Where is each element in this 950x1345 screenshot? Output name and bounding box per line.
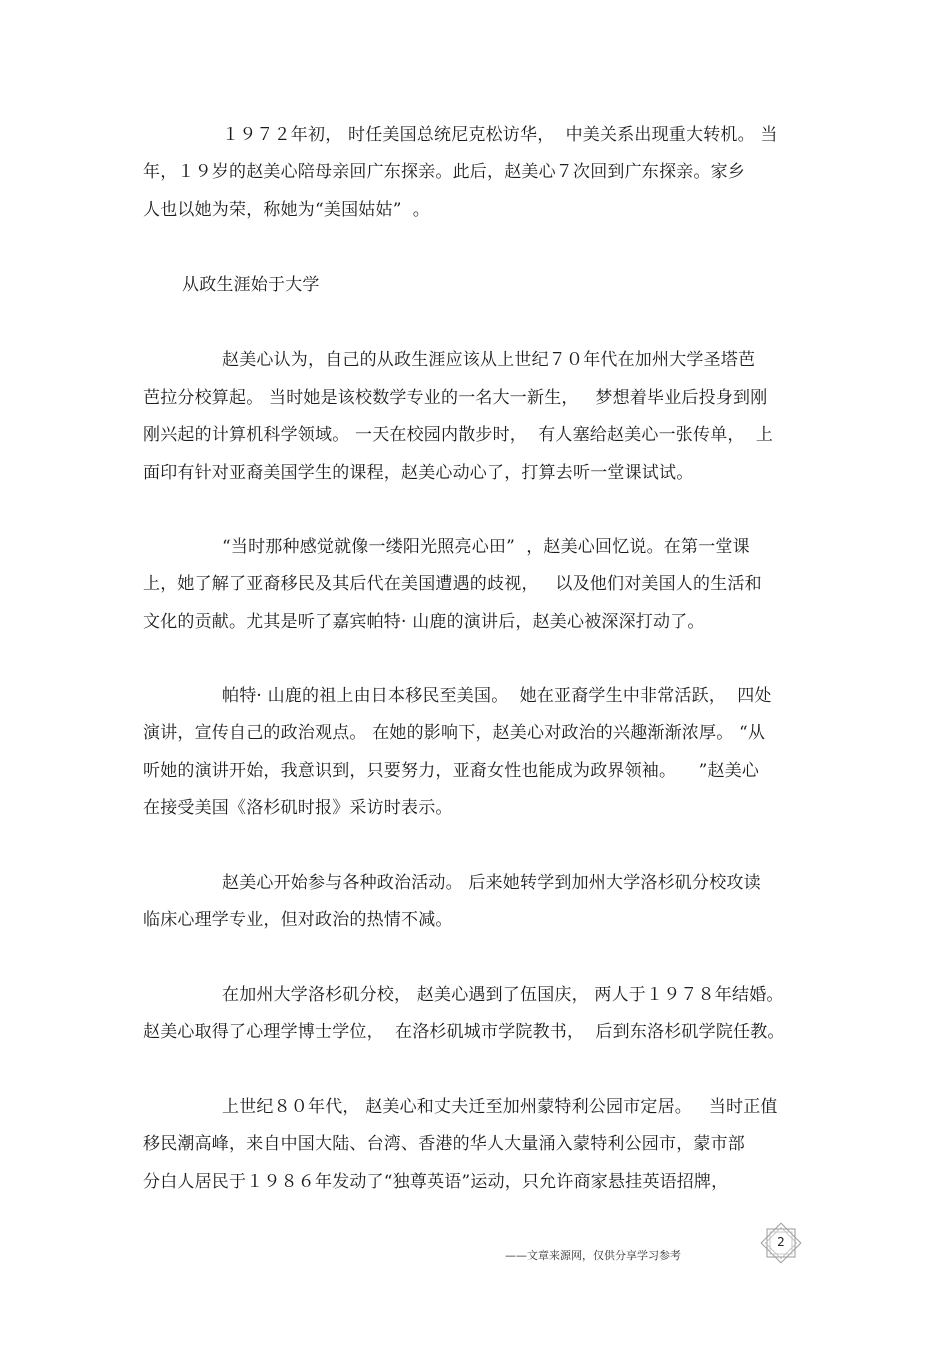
paragraph-5-line-2: 临床心理学专业，但对政治的热情不减。	[143, 910, 453, 930]
paragraph-3-line-2: 上，她了解了亚裔移民及其后代在美国遭遇的歧视， 以及他们对美国人的生活和	[143, 574, 762, 594]
paragraph-6-line-2: 赵美心取得了心理学博士学位， 在洛杉矶城市学院教书， 后到东洛杉矶学院任教。	[143, 1022, 785, 1042]
page-number: 2	[777, 1235, 785, 1249]
paragraph-3-line-1: “当时那种感觉就像一缕阳光照亮心田” ，赵美心回忆说。在第一堂课	[222, 537, 750, 557]
paragraph-1-line-3: 人也以她为荣，称她为“美国姑姑” 。	[143, 200, 430, 220]
paragraph-2-line-4: 面印有针对亚裔美国学生的课程，赵美心动心了，打算去听一堂课试试。	[143, 463, 694, 483]
paragraph-5-line-1: 赵美心开始参与各种政治活动。 后来她转学到加州大学洛杉矶分校攻读	[222, 873, 761, 893]
paragraph-2-line-2: 芭拉分校算起。 当时她是该校数学专业的一名大一新生， 梦想着毕业后投身到刚	[143, 388, 768, 408]
paragraph-4-line-2: 演讲，宣传自己的政治观点。 在她的影响下，赵美心对政治的兴趣渐渐浓厚。 “从	[143, 723, 766, 743]
paragraph-4-line-4: 在接受美国《洛杉矶时报》采访时表示。	[143, 798, 453, 818]
paragraph-3-line-3: 文化的贡献。尤其是听了嘉宾帕特· 山鹿的演讲后，赵美心被深深打动了。	[143, 612, 705, 632]
page-number-badge	[758, 1220, 804, 1266]
section-heading: 从政生涯始于大学	[182, 275, 320, 295]
footer-note: ——文章来源网，仅供分享学习参考	[505, 1249, 681, 1262]
paragraph-1-line-1: １９７２年初， 时任美国总统尼克松访华， 中美关系出现重大转机。 当	[222, 125, 778, 145]
paragraph-7-line-2: 移民潮高峰，来自中国大陆、台湾、香港的华人大量涌入蒙特利公园市，蒙市部	[143, 1134, 745, 1154]
paragraph-6-line-1: 在加州大学洛杉矶分校， 赵美心遇到了伍国庆， 两人于１９７８年结婚。	[222, 985, 784, 1005]
paragraph-2-line-3: 刚兴起的计算机科学领域。 一天在校园内散步时， 有人塞给赵美心一张传单， 上	[143, 425, 774, 445]
paragraph-7-line-1: 上世纪８０年代， 赵美心和丈夫迁至加州蒙特利公园市定居。 当时正值	[222, 1097, 778, 1117]
paragraph-4-line-3: 听她的演讲开始，我意识到，只要努力，亚裔女性也能成为政界领袖。 ”赵美心	[143, 761, 760, 781]
paragraph-1-line-2: 年，１９岁的赵美心陪母亲回广东探亲。此后，赵美心７次回到广东探亲。家乡	[143, 162, 745, 182]
paragraph-2-line-1: 赵美心认为，自己的从政生涯应该从上世纪７０年代在加州大学圣塔芭	[222, 350, 756, 370]
paragraph-4-line-1: 帕特· 山鹿的祖上由日本移民至美国。 她在亚裔学生中非常活跃， 四处	[222, 686, 772, 706]
paragraph-7-line-3: 分白人居民于１９８６年发动了“独尊英语”运动，只允许商家悬挂英语招牌，	[143, 1172, 729, 1192]
